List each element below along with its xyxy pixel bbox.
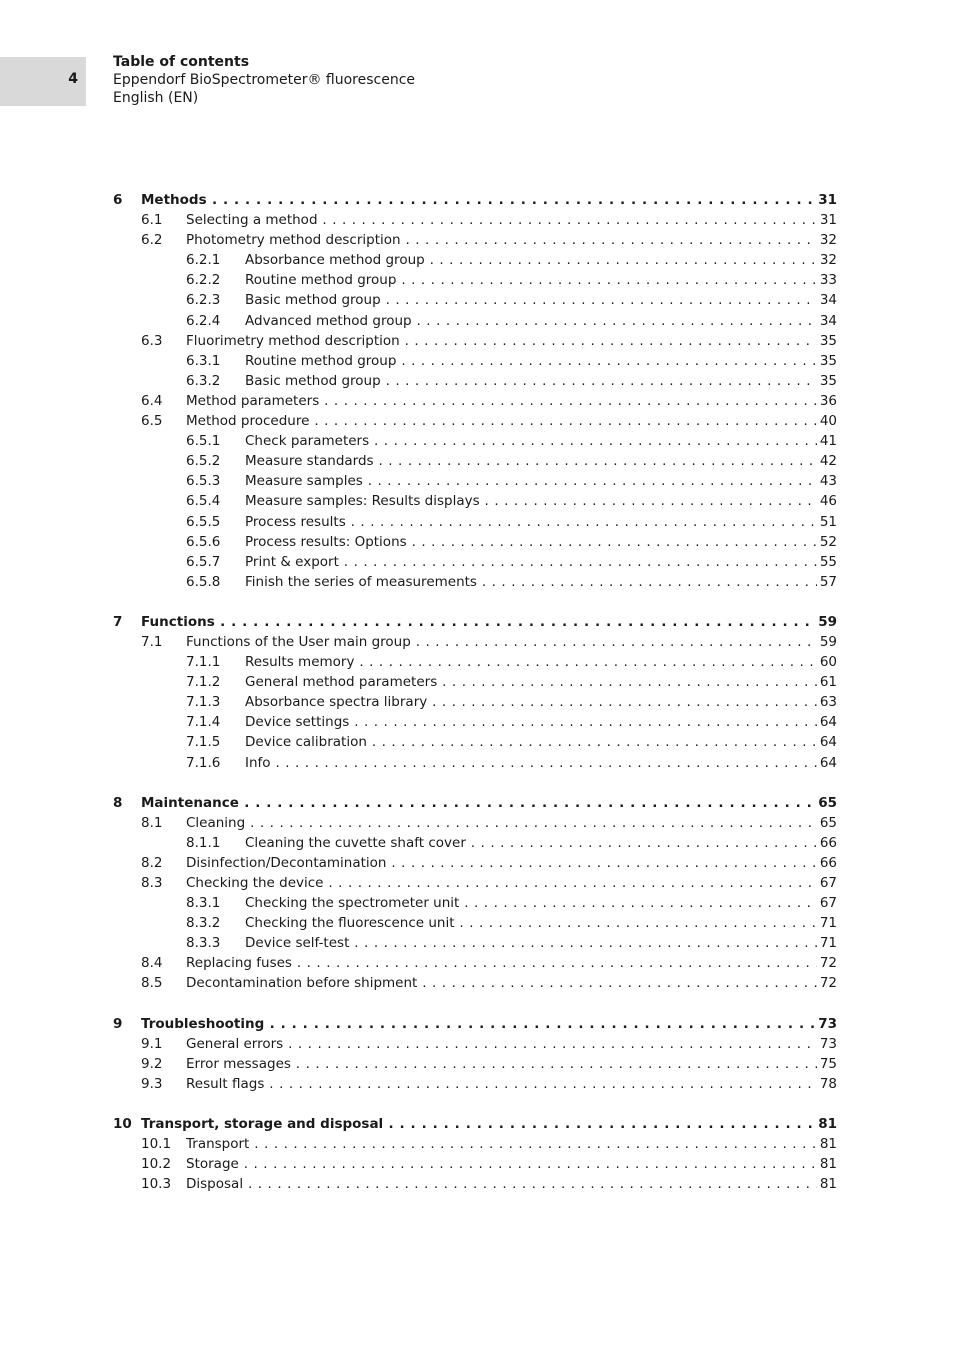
toc-entry-number: 9 (113, 1015, 123, 1032)
toc-entry[interactable] (113, 813, 837, 833)
toc-entry-title: Maintenance . . . (141, 793, 837, 813)
toc-entry[interactable] (113, 471, 837, 491)
toc-entry[interactable] (113, 351, 837, 371)
toc-entry-title: Disposal . . . (186, 1174, 837, 1194)
toc-entry-number: 6.5.8 (186, 573, 221, 590)
toc-entry[interactable] (113, 732, 837, 752)
page-number: 4 (68, 71, 78, 87)
toc-entry-page: 67 (817, 893, 837, 913)
toc-entry-title: Cleaning the cuvette shaft cover . . . (245, 833, 837, 853)
toc-entry-page: 36 (817, 391, 837, 411)
toc-entry-number: 6.3 (141, 332, 163, 349)
toc-entry-title: Disinfection/Decontamination . . . (186, 853, 837, 873)
toc-entry-page: 66 (817, 853, 837, 873)
toc-entry-page: 55 (817, 552, 837, 572)
toc-entry[interactable] (113, 411, 837, 431)
toc-entry-number: 9.2 (141, 1055, 163, 1072)
toc-entry[interactable] (113, 1114, 837, 1134)
toc-entry-title: Checking the device . . . (186, 873, 837, 893)
toc-entry-page: 42 (817, 451, 837, 471)
toc-entry-title: Checking the spectrometer unit . . . (245, 893, 837, 913)
toc-entry-title: Print & export . . . (245, 552, 837, 572)
toc-entry-title: Cleaning . . . (186, 813, 837, 833)
toc-entry-title: Fluorimetry method description . . . (186, 331, 837, 351)
toc-entry-title: Process results . . . (245, 512, 837, 532)
toc-entry[interactable] (113, 1054, 837, 1074)
toc-entry[interactable] (113, 793, 837, 813)
toc-entry-page: 61 (817, 672, 837, 692)
toc-entry-title: Decontamination before shipment . . . (186, 973, 837, 993)
toc-entry-number: 7.1.5 (186, 734, 221, 751)
toc-entry-page: 51 (817, 512, 837, 532)
toc-entry-page: 72 (817, 953, 837, 973)
toc-entry-number: 6.5.2 (186, 453, 221, 470)
table-of-contents (113, 190, 837, 1194)
toc-entry-title: General errors . . . (186, 1034, 837, 1054)
toc-entry-number: 7.1 (141, 633, 163, 650)
toc-entry-page: 33 (817, 270, 837, 290)
toc-entry-title: Measure samples: Results displays . . . (245, 491, 837, 511)
toc-entry-title: Device settings . . . (245, 712, 837, 732)
toc-entry[interactable] (113, 451, 837, 471)
toc-entry-title: Troubleshooting . . . (141, 1014, 837, 1034)
toc-entry[interactable] (113, 190, 837, 210)
toc-entry-page: 65 (817, 813, 837, 833)
toc-entry-page: 81 (817, 1174, 837, 1194)
toc-entry[interactable] (113, 250, 837, 270)
toc-entry-number: 7 (113, 613, 123, 630)
toc-entry[interactable] (113, 953, 837, 973)
toc-entry[interactable] (113, 552, 837, 572)
toc-entry[interactable] (113, 210, 837, 230)
toc-entry[interactable] (113, 431, 837, 451)
toc-entry[interactable] (113, 833, 837, 853)
toc-entry-number: 8.5 (141, 975, 163, 992)
toc-entry-number: 7.1.3 (186, 694, 221, 711)
toc-entry-page: 59 (815, 612, 837, 632)
toc-entry-page: 64 (817, 732, 837, 752)
toc-entry[interactable] (113, 913, 837, 933)
toc-entry-page: 46 (817, 491, 837, 511)
toc-entry[interactable] (113, 1134, 837, 1154)
toc-entry-page: 63 (817, 692, 837, 712)
toc-entry-number: 8.3.2 (186, 915, 221, 932)
toc-entry-title: Photometry method description . . . (186, 230, 837, 250)
toc-entry-title: Basic method group . . . (245, 371, 837, 391)
toc-entry-title: Results memory . . . (245, 652, 837, 672)
toc-entry-page: 32 (817, 250, 837, 270)
toc-entry[interactable] (113, 371, 837, 391)
toc-entry[interactable] (113, 1074, 837, 1094)
toc-entry[interactable] (113, 1034, 837, 1054)
toc-entry-title: Routine method group . . . (245, 270, 837, 290)
toc-entry[interactable] (113, 1174, 837, 1194)
toc-entry-number: 6.5.1 (186, 433, 221, 450)
toc-entry-number: 10.1 (141, 1136, 172, 1153)
toc-entry-page: 65 (815, 793, 837, 813)
toc-entry[interactable] (113, 290, 837, 310)
toc-entry-page: 81 (815, 1114, 837, 1134)
toc-entry-title: Replacing fuses . . . (186, 953, 837, 973)
toc-entry-title: Process results: Options . . . (245, 532, 837, 552)
toc-entry-title: Method procedure . . . (186, 411, 837, 431)
toc-entry-title: Transport . . . (186, 1134, 837, 1154)
toc-entry-title: Storage . . . (186, 1154, 837, 1174)
toc-entry-number: 6.2.2 (186, 272, 221, 289)
toc-entry-page: 64 (817, 753, 837, 773)
toc-entry-title: Methods . . . (141, 190, 837, 210)
toc-entry[interactable] (113, 532, 837, 552)
toc-entry[interactable] (113, 391, 837, 411)
toc-entry-page: 35 (817, 331, 837, 351)
toc-entry-page: 52 (817, 532, 837, 552)
toc-entry-number: 6.4 (141, 392, 163, 409)
toc-entry-number: 6.2.3 (186, 292, 221, 309)
toc-entry-page: 57 (817, 572, 837, 592)
toc-entry-page: 75 (817, 1054, 837, 1074)
toc-entry[interactable] (113, 311, 837, 331)
toc-entry-page: 71 (817, 913, 837, 933)
toc-entry-number: 6.1 (141, 212, 163, 229)
toc-entry-title: Checking the fluorescence unit . . . (245, 913, 837, 933)
toc-entry-page: 81 (817, 1154, 837, 1174)
toc-entry-number: 9.3 (141, 1075, 163, 1092)
toc-entry[interactable] (113, 1014, 837, 1034)
toc-entry[interactable] (113, 672, 837, 692)
toc-entry-number: 6.5.6 (186, 533, 221, 550)
toc-entry-page: 71 (817, 933, 837, 953)
toc-entry-page: 59 (817, 632, 837, 652)
toc-entry[interactable] (113, 572, 837, 592)
toc-entry-page: 40 (817, 411, 837, 431)
toc-entry-number: 8.3.1 (186, 895, 221, 912)
toc-entry[interactable] (113, 712, 837, 732)
toc-entry-title: Device self-test . . . (245, 933, 837, 953)
toc-entry-page: 72 (817, 973, 837, 993)
toc-entry[interactable] (113, 893, 837, 913)
toc-entry-page: 78 (817, 1074, 837, 1094)
toc-entry-title: Routine method group . . . (245, 351, 837, 371)
toc-entry-title: Transport, storage and disposal . . . (141, 1114, 837, 1134)
header-language: English (EN) (113, 90, 199, 106)
toc-entry-title: Advanced method group . . . (245, 311, 837, 331)
toc-entry[interactable] (113, 491, 837, 511)
toc-entry-page: 64 (817, 712, 837, 732)
header-title: Table of contents (113, 54, 250, 70)
toc-entry-number: 6.2 (141, 232, 163, 249)
toc-entry-number: 8.2 (141, 854, 163, 871)
toc-entry-number: 6.3.2 (186, 372, 221, 389)
toc-entry-page: 31 (817, 210, 837, 230)
toc-entry[interactable] (113, 270, 837, 290)
toc-entry-title: Error messages . . . (186, 1054, 837, 1074)
toc-entry-number: 6.2.1 (186, 252, 221, 269)
toc-entry-number: 6.5 (141, 413, 163, 430)
toc-entry-page: 34 (817, 290, 837, 310)
toc-entry-number: 10.3 (141, 1176, 172, 1193)
toc-entry-number: 10.2 (141, 1156, 172, 1173)
toc-entry-page: 31 (815, 190, 837, 210)
toc-entry-page: 66 (817, 833, 837, 853)
toc-entry[interactable] (113, 853, 837, 873)
toc-entry-page: 81 (817, 1134, 837, 1154)
toc-entry-page: 41 (817, 431, 837, 451)
toc-entry-page: 35 (817, 351, 837, 371)
toc-entry[interactable] (113, 933, 837, 953)
toc-entry-number: 8.3 (141, 875, 163, 891)
toc-entry-number: 6.2.4 (186, 312, 221, 329)
toc-entry[interactable] (113, 331, 837, 351)
toc-entry-number: 9.1 (141, 1035, 163, 1052)
toc-entry-number: 8.3.3 (186, 935, 221, 952)
toc-entry-number: 6.5.4 (186, 493, 221, 510)
toc-entry[interactable] (113, 652, 837, 672)
toc-entry-title: Measure samples . . . (245, 471, 837, 491)
toc-entry-number: 8 (113, 794, 123, 811)
toc-entry-number: 10 (113, 1115, 132, 1132)
page-header (113, 53, 415, 107)
toc-entry[interactable] (113, 753, 837, 773)
toc-entry-number: 6.5.3 (186, 473, 221, 490)
toc-entry-title: Selecting a method . . . (186, 210, 837, 230)
toc-entry-title: Functions of the User main group . . . (186, 632, 837, 652)
toc-entry-number: 6.3.1 (186, 352, 221, 369)
toc-entry-number: 6.5.7 (186, 553, 221, 570)
toc-entry-page: 34 (817, 311, 837, 331)
toc-entry-title: Functions . . . (141, 612, 837, 632)
toc-entry-page: 32 (817, 230, 837, 250)
toc-entry-title: Check parameters . . . (245, 431, 837, 451)
toc-entry-page: 35 (817, 371, 837, 391)
toc-entry-number: 6.5.5 (186, 513, 221, 530)
toc-entry-number: 7.1.2 (186, 674, 221, 691)
toc-entry[interactable] (113, 1154, 837, 1174)
toc-entry-title: Device calibration . . . (245, 732, 837, 752)
toc-entry[interactable] (113, 612, 837, 632)
toc-entry-page: 73 (815, 1014, 837, 1034)
toc-entry-title: Method parameters . . . (186, 391, 837, 411)
toc-entry-number: 7.1.6 (186, 754, 221, 771)
toc-entry-title: Absorbance method group . . . (245, 250, 837, 270)
toc-entry[interactable] (113, 873, 837, 893)
toc-entry[interactable] (113, 632, 837, 652)
toc-entry-title: Absorbance spectra library . . . (245, 692, 837, 712)
toc-entry-title: Info . . . (245, 753, 837, 773)
toc-entry-page: 60 (817, 652, 837, 672)
toc-entry[interactable] (113, 512, 837, 532)
toc-entry-title: Result flags . . . (186, 1074, 837, 1094)
header-product: Eppendorf BioSpectrometer® fluorescence (113, 72, 416, 88)
toc-entry[interactable] (113, 692, 837, 712)
toc-entry-title: Basic method group . . . (245, 290, 837, 310)
toc-entry-number: 8.4 (141, 955, 163, 972)
toc-entry-number: 8.1 (141, 814, 163, 831)
toc-entry-page: 67 (817, 873, 837, 893)
toc-entry[interactable] (113, 973, 837, 993)
toc-entry-number: 6 (113, 192, 123, 208)
toc-entry-number: 7.1.1 (186, 654, 221, 671)
toc-entry-title: Measure standards . . . (245, 451, 837, 471)
toc-entry-page: 43 (817, 471, 837, 491)
toc-entry-page: 73 (817, 1034, 837, 1054)
toc-entry-title: Finish the series of measurements . . . (245, 572, 837, 592)
toc-entry-number: 7.1.4 (186, 714, 221, 731)
toc-entry-title: General method parameters . . . (245, 672, 837, 692)
toc-entry[interactable] (113, 230, 837, 250)
toc-entry-number: 8.1.1 (186, 834, 221, 851)
